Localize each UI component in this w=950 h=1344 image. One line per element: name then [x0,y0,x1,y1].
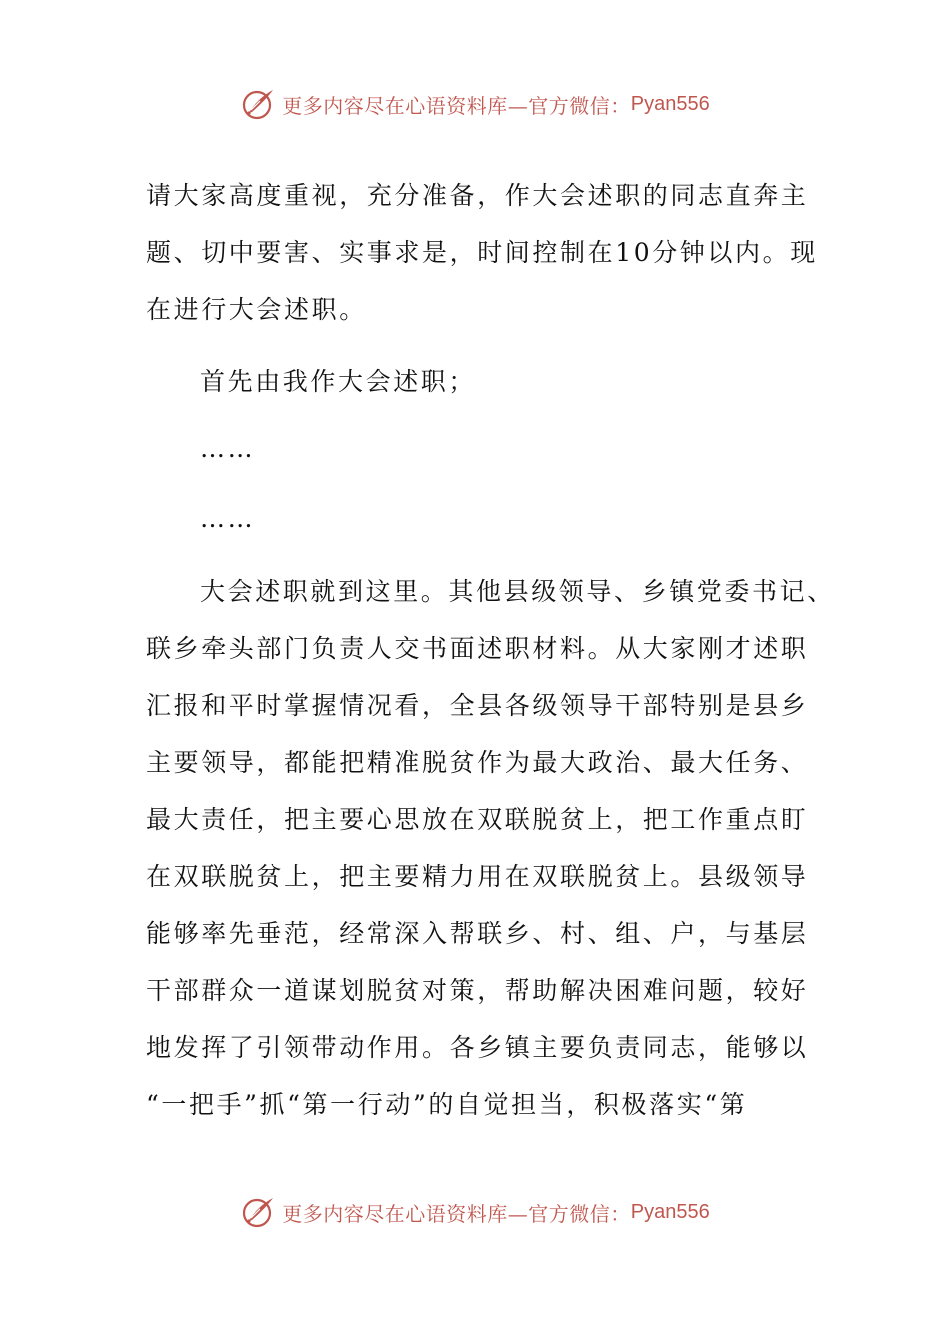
header-banner-code: Pyan556 [630,92,710,115]
body-line: 地发挥了引领带动作用。各乡镇主要负责同志，能够以 [146,1033,809,1062]
body-line: “一把手”抓“第一行动”的自觉担当，积极落实“第 [146,1090,748,1119]
body-line: 首先由我作大会述职； [200,367,477,396]
body-line: 主要领导，都能把精准脱贫作为最大政治、最大任务、 [146,748,809,777]
body-line: 最大责任，把主要心思放在双联脱贫上，把工作重点盯 [146,805,809,834]
body-line: 在双联脱贫上，把主要精力用在双联脱贫上。县级领导 [146,862,809,891]
footer-banner-code: Pyan556 [630,1200,710,1223]
body-line: 请大家高度重视，充分准备，作大会述职的同志直奔主 [146,181,809,210]
body-line: 在进行大会述职。 [146,295,367,324]
body-line: 能够率先垂范，经常深入帮联乡、村、组、户，与基层 [146,919,809,948]
body-line: …… [200,504,256,533]
body-line: 汇报和平时掌握情况看，全县各级领导干部特别是县乡 [146,691,809,720]
body-line: 题、切中要害、实事求是，时间控制在10分钟以内。现 [146,238,818,267]
footer-banner [0,1190,950,1234]
body-line: 联乡牵头部门负责人交书面述职材料。从大家刚才述职 [146,634,809,663]
header-banner-text: 更多内容尽在心语资料库—官方微信： [282,93,631,118]
body-line: 大会述职就到这里。其他县级领导、乡镇党委书记、 [200,577,835,606]
footer-banner-text: 更多内容尽在心语资料库—官方微信： [282,1201,631,1226]
body-line: …… [200,434,256,463]
quill-pen-circle-icon [240,1194,276,1230]
body-line: 干部群众一道谋划脱贫对策，帮助解决困难问题，较好 [146,976,809,1005]
